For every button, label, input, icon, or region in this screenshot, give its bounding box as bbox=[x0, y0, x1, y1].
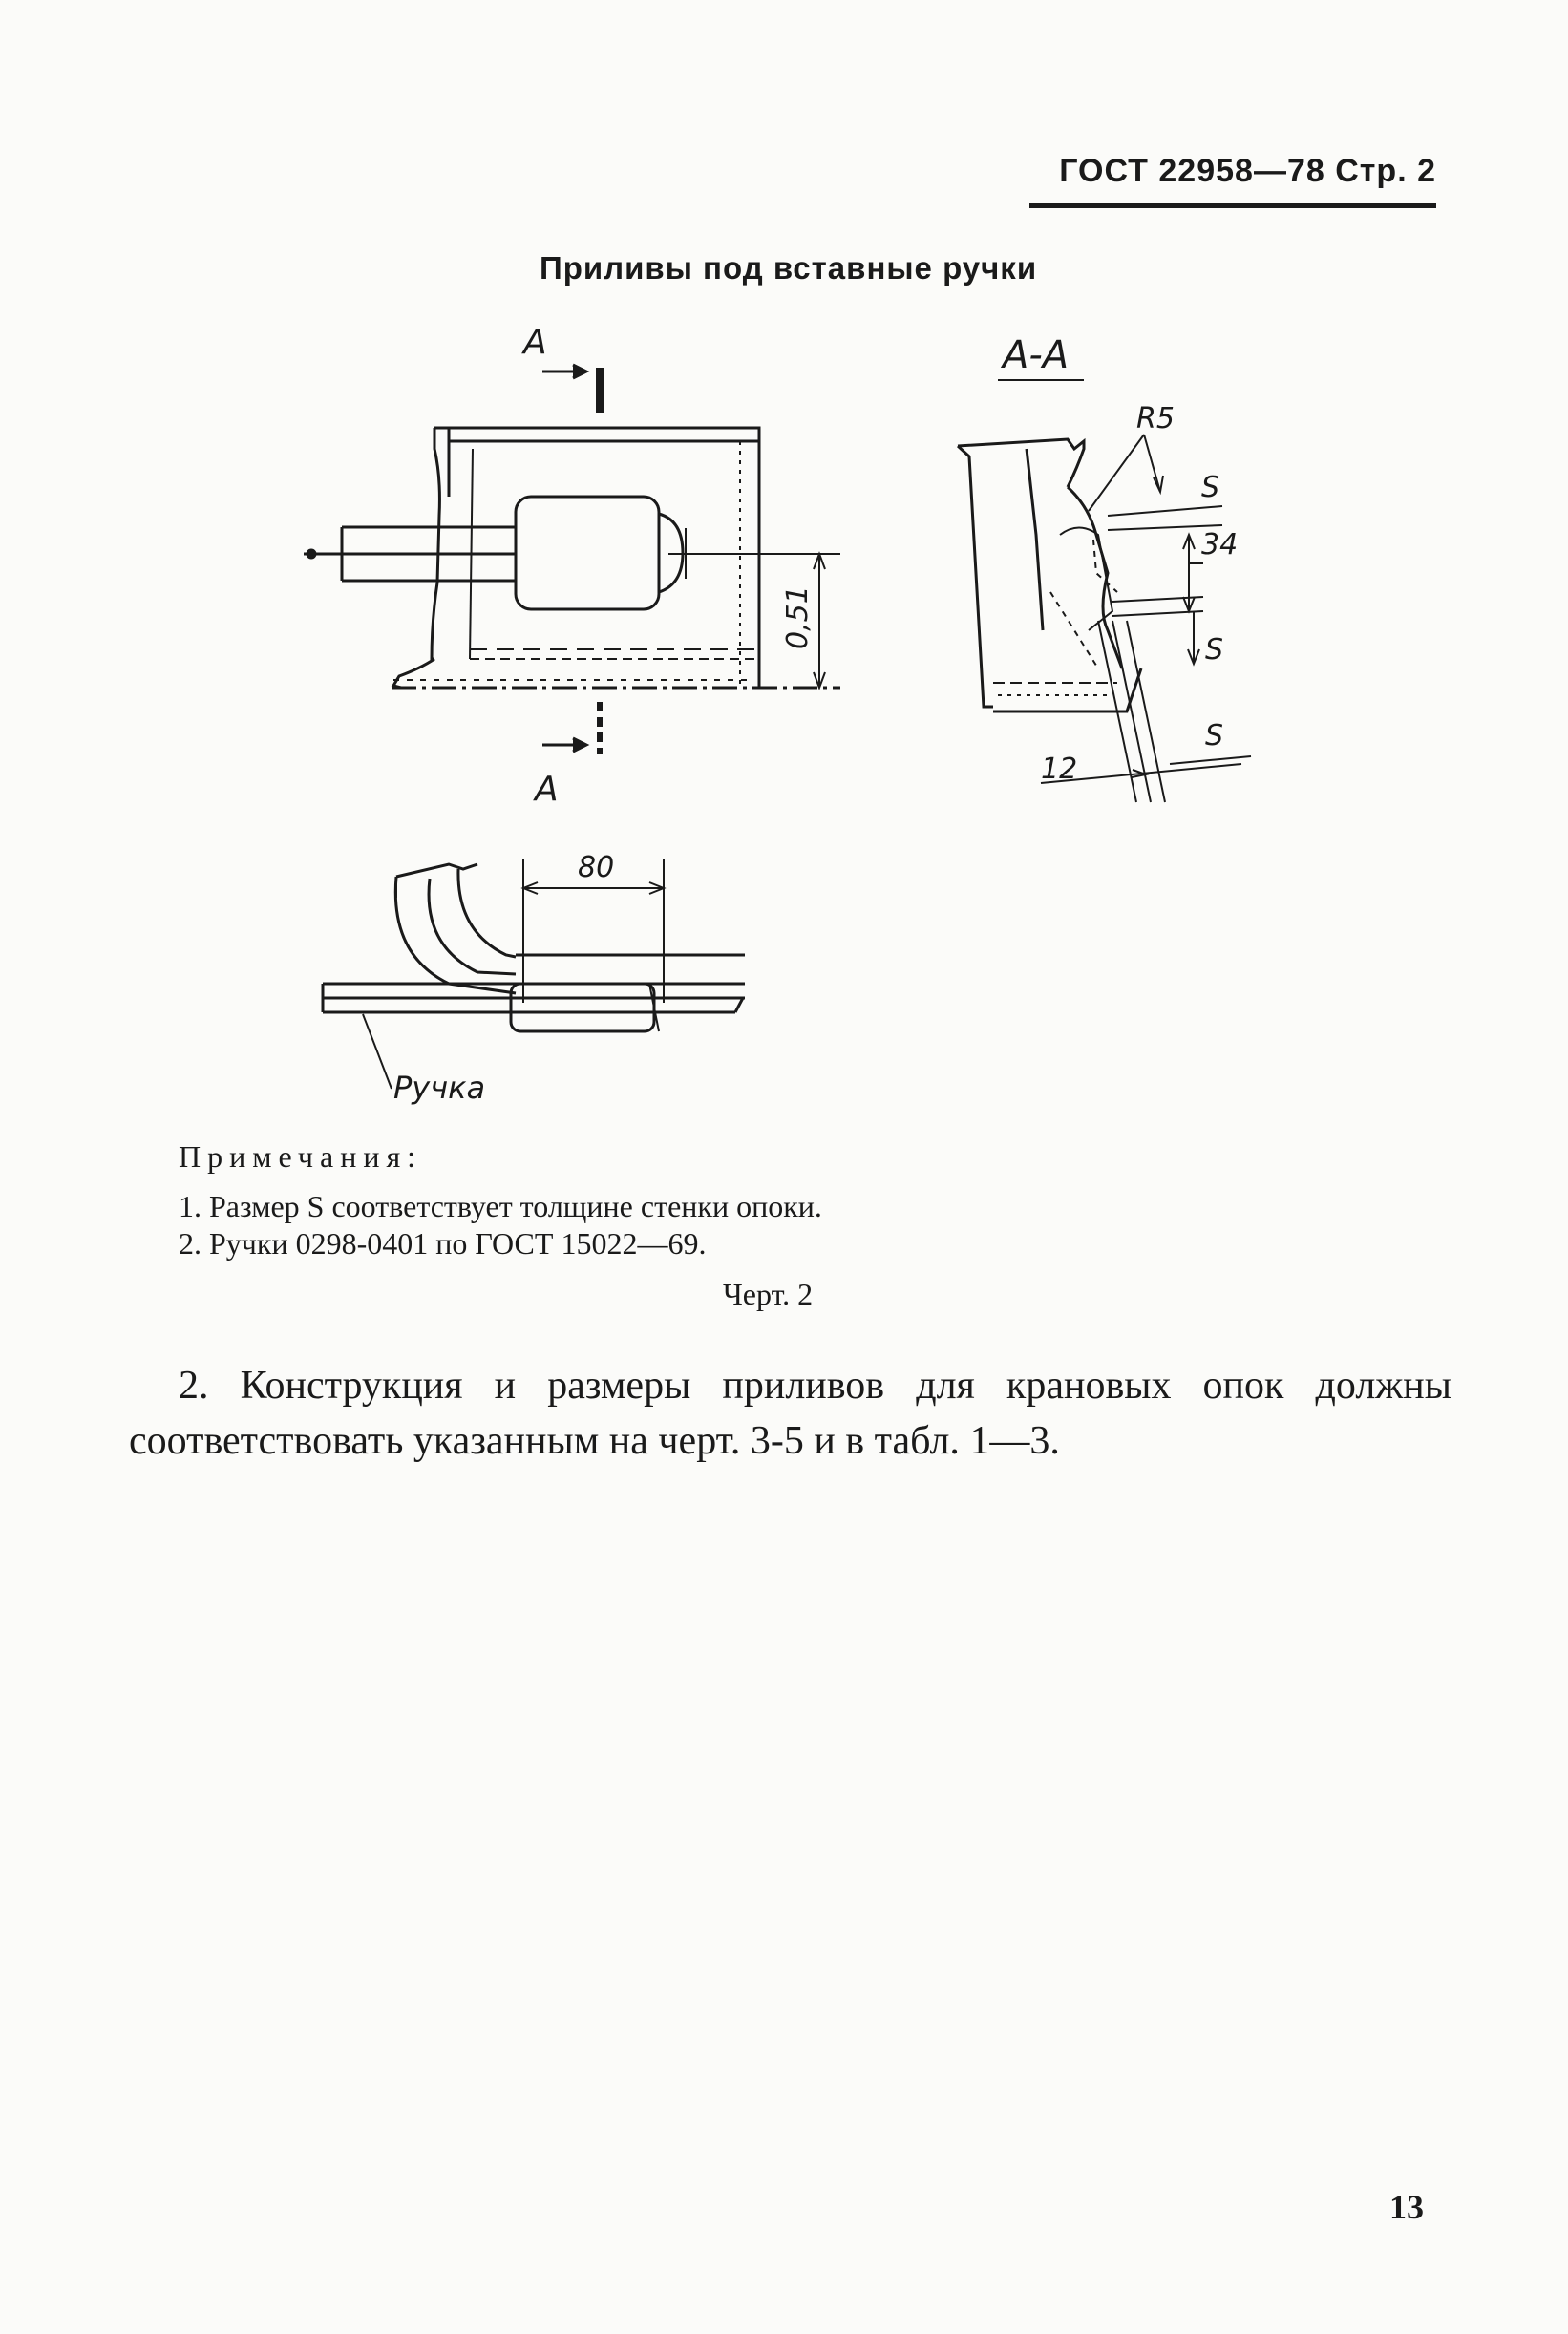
section-label-top: А bbox=[523, 323, 547, 362]
figure-number: Черт. 2 bbox=[723, 1277, 814, 1311]
page-number: 13 bbox=[1389, 2188, 1424, 2226]
section-view-label: А-А bbox=[1003, 333, 1070, 377]
notes-title: Примечания: bbox=[179, 1139, 423, 1174]
handle-label: Ручка bbox=[393, 1070, 486, 1106]
section-view bbox=[958, 333, 1251, 802]
plan-view bbox=[323, 851, 745, 1106]
technical-drawing bbox=[0, 0, 1568, 1146]
dim-s-right: S bbox=[1205, 633, 1224, 667]
page-label: Стр. 2 bbox=[1335, 153, 1436, 189]
dim-34-label: 34 bbox=[1201, 528, 1239, 562]
note-item: 1. Размер S соответствует толщине стенки опоки. bbox=[179, 1189, 822, 1223]
note-item: 2. Ручки 0298-0401 по ГОСТ 15022—69. bbox=[179, 1226, 707, 1261]
standard-number: ГОСТ 22958—78 bbox=[1059, 153, 1325, 189]
section-label-bottom: А bbox=[535, 770, 559, 809]
dim-s-upper: S bbox=[1201, 471, 1220, 504]
dim-051-label: 0,51 bbox=[781, 585, 815, 649]
body-paragraph: 2. Конструкция и размеры приливов для крановых опок должны соответствовать указанным на черт. 3-5 и в табл. 1—3. bbox=[129, 1364, 1451, 1463]
dim-s-bottom: S bbox=[1205, 719, 1224, 753]
figure-title: Приливы под вставные ручки bbox=[540, 250, 1038, 286]
dim-80-label: 80 bbox=[578, 851, 615, 884]
dim-12-label: 12 bbox=[1041, 753, 1078, 786]
radius-label: R5 bbox=[1136, 402, 1175, 435]
front-view bbox=[304, 323, 840, 809]
